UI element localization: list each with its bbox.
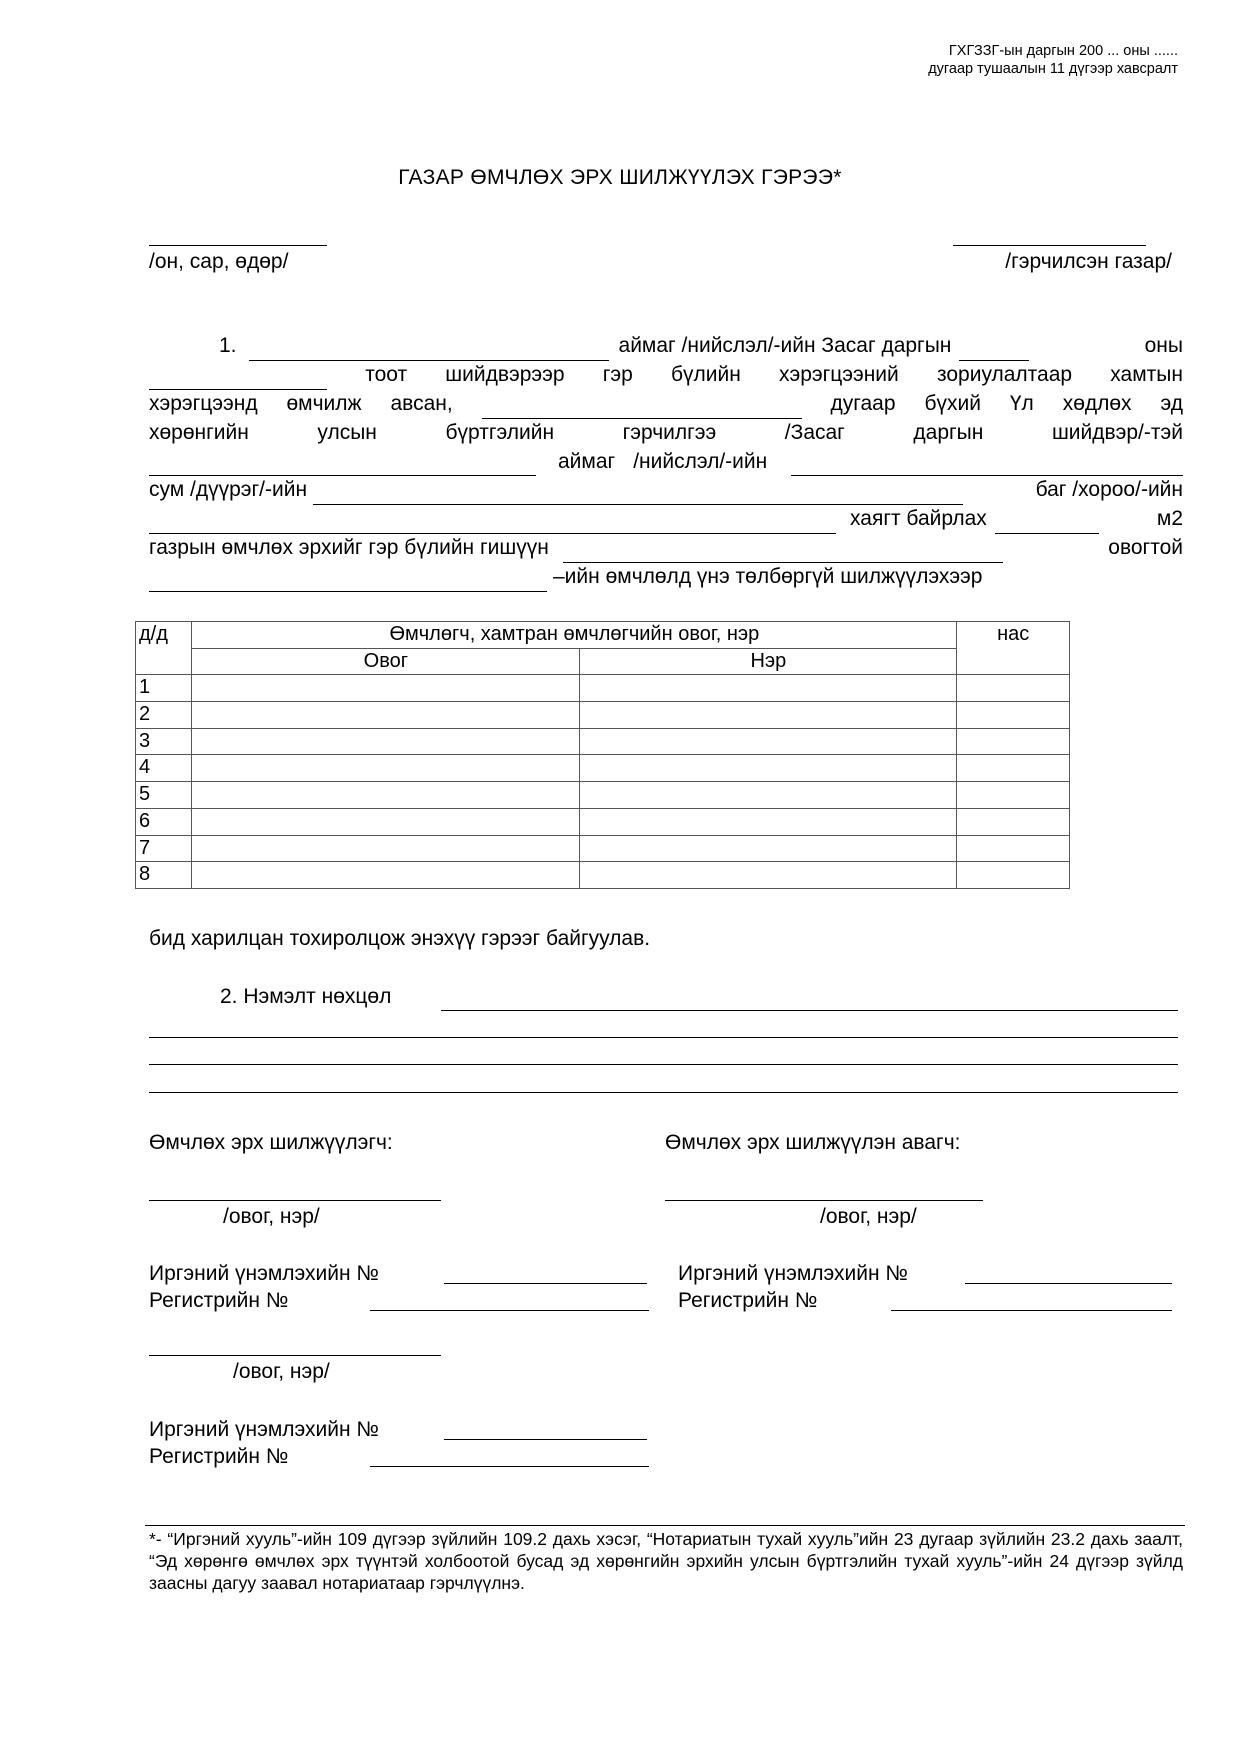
clause-1-text-8a: газрын өмчлөх эрхийг гэр бүлийн гишүүн: [149, 536, 549, 560]
receiver-id-label: Иргэний үнэмлэхийн №: [678, 1262, 908, 1285]
surname-cell[interactable]: [192, 728, 580, 755]
year-blank[interactable]: [959, 342, 1029, 361]
word: хэрэгцээний: [778, 362, 899, 386]
word: шийдвэр/-тэй: [1051, 420, 1183, 444]
second-party-id-blank[interactable]: [444, 1439, 647, 1440]
footnote-divider: [145, 1525, 1185, 1526]
clause-1-text-1b: оны: [1144, 333, 1183, 357]
second-party-id-label: Иргэний үнэмлэхийн №: [149, 1418, 379, 1441]
word: хамтын: [1110, 362, 1183, 386]
clause-1-number: 1.: [219, 333, 237, 357]
clause-2-blank-2[interactable]: [149, 1037, 1178, 1038]
city-blank[interactable]: [791, 457, 1183, 476]
transferor-id-label: Иргэний үнэмлэхийн №: [149, 1262, 379, 1285]
word: дугаар: [830, 391, 896, 415]
clause-1-row-5: [149, 448, 1183, 477]
word: даргын: [913, 420, 984, 444]
word: бүртгэлийн: [445, 420, 555, 444]
word: аймаг: [558, 449, 616, 473]
row-number: 3: [136, 728, 192, 755]
clause-1-text-1a: аймаг /нийслэл/-ийн Засаг даргын: [618, 333, 952, 357]
word: хөрөнгийн: [149, 420, 249, 444]
surname-cell[interactable]: [192, 702, 580, 729]
district-blank[interactable]: [313, 486, 963, 505]
table-row: [136, 728, 1070, 755]
clause-1-row-9: [149, 563, 1183, 592]
second-party-name-caption: /овог, нэр/: [233, 1360, 330, 1383]
receiver-label: Өмчлөх эрх шилжүүлэн авагч:: [665, 1131, 961, 1154]
word: шийдвэрээр: [445, 362, 565, 386]
clause-2-blank-1[interactable]: [441, 1010, 1178, 1011]
clause-1-text-9: –ийн өмчлөлд үнэ төлбөргүй шилжүүлэхээр: [553, 565, 983, 589]
column-header-surname: Овог: [192, 648, 580, 675]
receiver-signature-blank[interactable]: [665, 1200, 983, 1201]
clause-1-row-8: [149, 534, 1183, 563]
second-party-reg-blank[interactable]: [370, 1466, 649, 1467]
row-number: 7: [136, 835, 192, 862]
clause-1-row-4: [149, 419, 1183, 448]
word: улсын: [317, 420, 377, 444]
date-caption: /он, сар, өдөр/: [149, 250, 289, 273]
word: /Засаг: [784, 420, 845, 444]
age-cell[interactable]: [957, 702, 1070, 729]
name-cell[interactable]: [580, 862, 957, 889]
annex-reference: [928, 42, 1178, 78]
row-number: 4: [136, 755, 192, 782]
place-caption: /гэрчилсэн газар/: [1005, 250, 1172, 273]
transferor-signature-blank[interactable]: [149, 1200, 441, 1201]
clause-1-text-6a: сум /дүүрэг/-ийн: [149, 478, 308, 502]
transferor-reg-label: Регистрийн №: [149, 1289, 289, 1312]
table-row: [136, 675, 1070, 702]
word: авсан,: [390, 391, 453, 415]
surname-cell[interactable]: [192, 755, 580, 782]
clause-1-row-6: [149, 476, 1183, 505]
age-cell[interactable]: [957, 728, 1070, 755]
word: гэрчилгээ: [622, 420, 717, 444]
address-blank[interactable]: [149, 515, 836, 534]
word: гэр: [602, 362, 633, 386]
document-title: ГАЗАР ӨМЧЛӨХ ЭРХ ШИЛЖҮҮЛЭХ ГЭРЭЭ*: [398, 166, 842, 189]
row-number: 2: [136, 702, 192, 729]
annex-line-2: дугаар тушаалын 11 дүгээр хавсралт: [928, 61, 1178, 77]
word: хэрэгцээнд: [149, 391, 258, 415]
clause-1-row-3: [149, 390, 1183, 419]
age-cell[interactable]: [957, 835, 1070, 862]
word: хөдлөх: [1062, 391, 1132, 415]
column-header-age: нас: [957, 622, 1070, 675]
name-cell[interactable]: [580, 702, 957, 729]
second-party-signature-blank[interactable]: [149, 1355, 441, 1356]
transferor-reg-blank[interactable]: [370, 1310, 649, 1311]
member-surname-blank[interactable]: [563, 544, 1003, 563]
word: эд: [1160, 391, 1183, 415]
aimag-blank-2[interactable]: [149, 457, 536, 476]
word: Үл: [1009, 391, 1034, 415]
clause-1: [149, 332, 1183, 592]
table-subheader-row: [136, 648, 1070, 675]
clause-1-row-7: [149, 505, 1183, 534]
receiver-reg-label: Регистрийн №: [678, 1289, 818, 1312]
clause-1-row-1: [149, 332, 1183, 361]
word: /нийслэл/-ийн: [633, 449, 768, 473]
agreement-text: бид харилцан тохиролцож энэхүү гэрээг байгуулав.: [149, 927, 651, 950]
table-row: [136, 862, 1070, 889]
table-row: [136, 755, 1070, 782]
area-blank[interactable]: [995, 515, 1099, 534]
member-name-blank[interactable]: [149, 573, 547, 592]
name-cell[interactable]: [580, 675, 957, 702]
table-row: [136, 702, 1070, 729]
clause-2-blank-4[interactable]: [149, 1092, 1178, 1093]
column-header-number: д/д: [136, 622, 192, 675]
decision-number-blank[interactable]: [149, 371, 327, 390]
clause-1-text-7a: хаягт байрлах: [850, 507, 987, 531]
clause-2-blank-3[interactable]: [149, 1064, 1178, 1065]
table-row: [136, 782, 1070, 809]
name-cell[interactable]: [580, 808, 957, 835]
footnote: *- “Иргэний хууль”-ийн 109 дүгээр зүйлийн 109.2 дахь хэсэг, “Нотариатын тухай хууль”ийн 23 дугаар зүйлийн 23.2 дахь заалт, “Эд хөрөнгө өмчлөх эрх түүнтэй холбоотой бусад эд хөрөнгийн эрхийн улсын бүртгэлийн тухай хууль”-ийн 24 дүгээр зүйлд заасны дагуу заавал нотариатаар гэрчлүүлнэ.: [149, 1529, 1183, 1593]
age-cell[interactable]: [957, 755, 1070, 782]
name-cell[interactable]: [580, 755, 957, 782]
age-cell[interactable]: [957, 675, 1070, 702]
age-cell[interactable]: [957, 862, 1070, 889]
transferor-id-blank[interactable]: [444, 1283, 647, 1284]
column-header-owner: Өмчлөгч, хамтран өмчлөгчийн овог, нэр: [192, 622, 957, 649]
table-row: [136, 808, 1070, 835]
column-header-name: Нэр: [580, 648, 957, 675]
word: бүхий: [924, 391, 981, 415]
annex-line-1: ГХГЗЗГ-ын даргын 200 ... оны ......: [948, 43, 1178, 59]
place-blank[interactable]: [953, 245, 1146, 246]
surname-cell[interactable]: [192, 675, 580, 702]
certificate-number-blank[interactable]: [482, 400, 802, 419]
surname-cell[interactable]: [192, 862, 580, 889]
clause-2-label: 2. Нэмэлт нөхцөл: [220, 985, 392, 1008]
row-number: 5: [136, 782, 192, 809]
clause-1-row-2: [149, 361, 1183, 390]
clause-1-text-8b: овогтой: [1108, 536, 1183, 560]
word: тоот: [365, 362, 408, 386]
clause-1-text-6b: баг /хороо/-ийн: [1035, 478, 1183, 502]
age-cell[interactable]: [957, 782, 1070, 809]
surname-cell[interactable]: [192, 782, 580, 809]
row-number: 1: [136, 675, 192, 702]
second-party-reg-label: Регистрийн №: [149, 1445, 289, 1468]
table-header-row: [136, 622, 1070, 649]
aimag-blank[interactable]: [249, 342, 609, 361]
row-number: 6: [136, 808, 192, 835]
receiver-id-blank[interactable]: [965, 1283, 1172, 1284]
age-cell[interactable]: [957, 808, 1070, 835]
transferor-label: Өмчлөх эрх шилжүүлэгч:: [149, 1131, 393, 1154]
row-number: 8: [136, 862, 192, 889]
table-row: [136, 835, 1070, 862]
receiver-reg-blank[interactable]: [891, 1310, 1172, 1311]
surname-cell[interactable]: [192, 835, 580, 862]
name-cell[interactable]: [580, 835, 957, 862]
word: зориулалтаар: [936, 362, 1073, 386]
receiver-name-caption: /овог, нэр/: [820, 1205, 917, 1228]
name-cell[interactable]: [580, 728, 957, 755]
word: өмчилж: [286, 391, 362, 415]
word: бүлийн: [670, 362, 741, 386]
transferor-name-caption: /овог, нэр/: [223, 1205, 320, 1228]
name-cell[interactable]: [580, 782, 957, 809]
surname-cell[interactable]: [192, 808, 580, 835]
date-blank[interactable]: [149, 245, 327, 246]
owners-table: [135, 621, 1070, 889]
clause-1-text-7b: м2: [1156, 507, 1183, 531]
